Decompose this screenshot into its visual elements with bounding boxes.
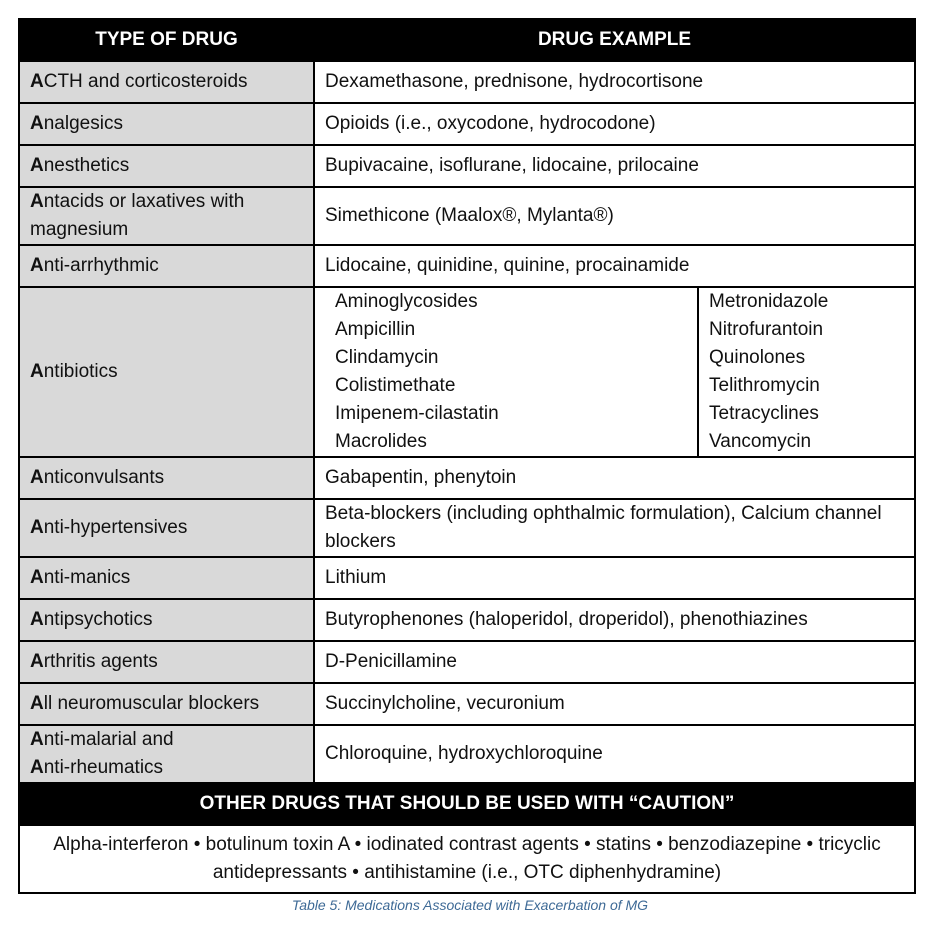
drug-type: Anti-manics: [19, 557, 314, 599]
drug-example: D-Penicillamine: [314, 641, 915, 683]
drug-example: Gabapentin, phenytoin: [314, 457, 915, 499]
table-row: [19, 145, 915, 187]
list-item: Ampicillin: [335, 319, 416, 340]
table-row: [19, 641, 915, 683]
caution-body-row: [19, 825, 915, 893]
drug-example: Succinylcholine, vecuronium: [314, 683, 915, 725]
list-item: Imipenem-cilastatin: [335, 403, 499, 424]
drug-example: Bupivacaine, isoflurane, lidocaine, prilocaine: [314, 145, 915, 187]
medications-table: [18, 18, 916, 894]
antibiotics-list-left: [325, 288, 699, 456]
drug-type: Anesthetics: [19, 145, 314, 187]
drug-example: Butyrophenones (haloperidol, droperidol), phenothiazines: [314, 599, 915, 641]
drug-type: Analgesics: [19, 103, 314, 145]
caution-header-row: [19, 783, 915, 825]
drug-example: Lidocaine, quinidine, quinine, procainamide: [314, 245, 915, 287]
antibiotics-list-right: [699, 288, 838, 456]
list-item: Quinolones: [709, 347, 806, 368]
drug-type: Antipsychotics: [19, 599, 314, 641]
header-drug-example: DRUG EXAMPLE: [314, 19, 915, 61]
drug-example: Dexamethasone, prednisone, hydrocortisone: [314, 61, 915, 103]
table-row: [19, 61, 915, 103]
drug-type: Anti-arrhythmic: [19, 245, 314, 287]
caution-title: OTHER DRUGS THAT SHOULD BE USED WITH “CAUTION”: [19, 783, 915, 825]
drug-type: Arthritis agents: [19, 641, 314, 683]
list-item: Telithromycin: [709, 375, 820, 396]
drug-example: Beta-blockers (including ophthalmic formulation), Calcium channel blockers: [314, 499, 915, 557]
table-caption: Table 5: Medications Associated with Exacerbation of MG: [291, 897, 649, 913]
list-item: Macrolides: [335, 431, 427, 452]
table-row: [19, 557, 915, 599]
drug-type: Antibiotics: [19, 287, 314, 457]
drug-type: Anti-hypertensives: [19, 499, 314, 557]
table-row: [19, 103, 915, 145]
drug-example: Simethicone (Maalox®, Mylanta®): [314, 187, 915, 245]
header-type-of-drug: TYPE OF DRUG: [19, 19, 314, 61]
table-row: [19, 457, 915, 499]
table-row: [19, 187, 915, 245]
caution-text: Alpha-interferon • botulinum toxin A • iodinated contrast agents • statins • benzodiazepine • tricyclic antidepressants • antihistamine (i.e., OTC diphenhydramine): [19, 825, 915, 893]
table-row: [19, 683, 915, 725]
table-row-antibiotics: [19, 287, 915, 457]
antibiotics-examples: [314, 287, 915, 457]
table-row: [19, 725, 915, 783]
list-item: Aminoglycosides: [335, 291, 478, 312]
table-row: [19, 499, 915, 557]
drug-example: Opioids (i.e., oxycodone, hydrocodone): [314, 103, 915, 145]
list-item: Vancomycin: [709, 431, 812, 452]
drug-type: ACTH and corticosteroids: [19, 61, 314, 103]
drug-type: Anti-malarial and Anti-rheumatics: [19, 725, 314, 783]
table-header-row: [19, 19, 915, 61]
list-item: Nitrofurantoin: [709, 319, 824, 340]
drug-type: Anticonvulsants: [19, 457, 314, 499]
table-row: [19, 599, 915, 641]
drug-type: All neuromuscular blockers: [19, 683, 314, 725]
drug-example: Chloroquine, hydroxychloroquine: [314, 725, 915, 783]
list-item: Tetracyclines: [709, 403, 819, 424]
list-item: Metronidazole: [709, 291, 829, 312]
list-item: Colistimethate: [335, 375, 456, 396]
list-item: Clindamycin: [335, 347, 439, 368]
drug-type: Antacids or laxatives with magnesium: [19, 187, 314, 245]
table-row: [19, 245, 915, 287]
drug-example: Lithium: [314, 557, 915, 599]
